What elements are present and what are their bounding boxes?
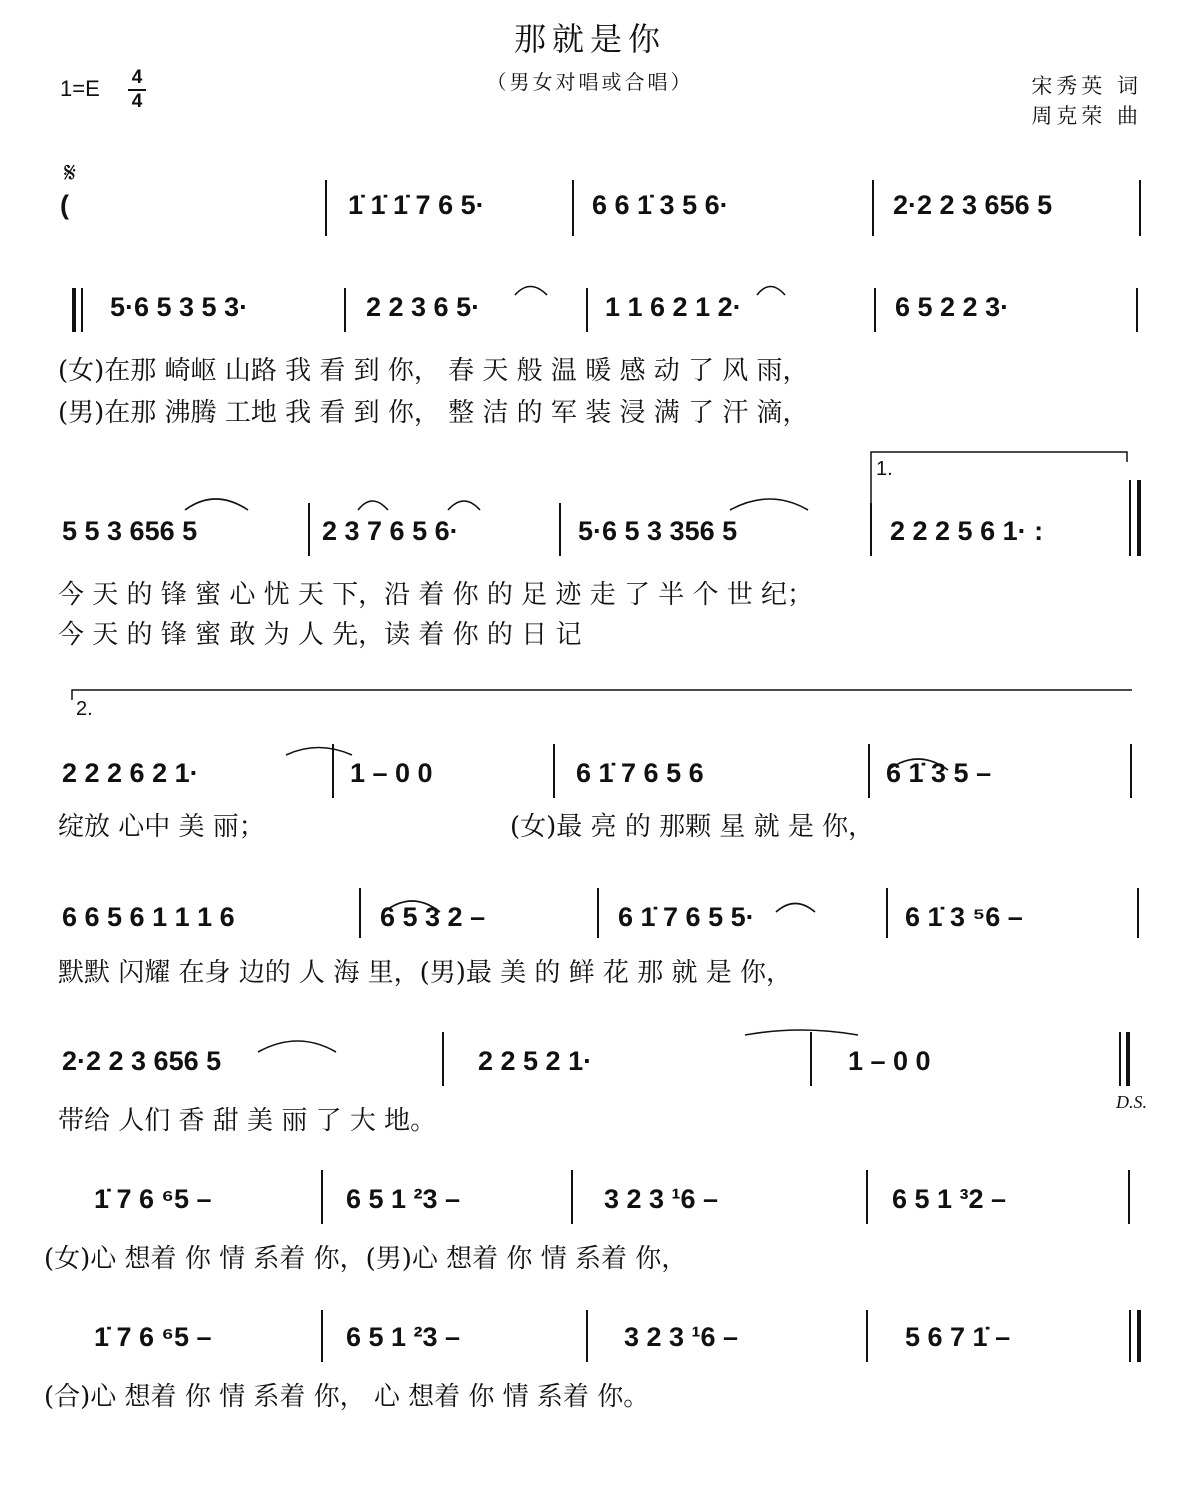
time-signature-bottom: 4	[131, 91, 143, 112]
chorus-notes-measure-2: 1 – 0 0	[350, 758, 433, 788]
verse-notes-measure-2: 2 2 3 6 5·	[366, 292, 481, 322]
chorus-notes-measure-3: 6 1̇ 7 6 5 6	[576, 758, 704, 788]
verse-notes-measure-7: 5·6 5 3 356 5	[578, 516, 738, 546]
coda-notes-measure-5: 1̇ 7 6 ⁶5 –	[94, 1322, 212, 1352]
coda-notes-measure-8: 5 6 7 1̇ –	[905, 1322, 1011, 1352]
chorus-notes-measure-9: 2·2 2 3 656 5	[62, 1046, 222, 1076]
lyrics-female-verse-1: (女)在那 崎岖 山路 我 看 到 你， 春 天 般 温 暖 感 动 了 风 雨，	[58, 356, 809, 386]
lyrics-verse-2-line-1: 今 天 的 锋 蜜 心 忧 天 下，沿 着 你 的 足 迹 走 了 半 个 世 纪；	[58, 580, 814, 610]
song-subtitle: （男女对唱或合唱）	[486, 70, 694, 94]
segno-sign: 𝄋	[64, 156, 77, 189]
lyrics-chorus-female: (女)最 亮 的 那颗 星 就 是 你，	[510, 812, 875, 842]
coda-notes-measure-6: 6 5 1 ²3 –	[346, 1322, 461, 1352]
intro-notes-measure-3: 6 6 1̇ 3 5 6·	[592, 190, 729, 220]
dal-segno-mark: D.S.	[1116, 1092, 1147, 1112]
lyrics-chorus-line-3: 带给 人们 香 甜 美 丽 了 大 地。	[58, 1106, 437, 1136]
lyrics-chorus-line-2: 默默 闪耀 在身 边的 人 海 里，(男)最 美 的 鲜 花 那 就 是 你，	[58, 958, 792, 988]
key-signature: 1=E	[60, 76, 100, 101]
verse-notes-measure-3: 1 1 6 2 1 2·	[605, 292, 742, 322]
lyrics-male-verse-1: (男)在那 沸腾 工地 我 看 到 你， 整 洁 的 军 装 浸 满 了 汗 滴，	[58, 398, 809, 428]
first-ending-label: 1.	[876, 458, 893, 480]
coda-notes-measure-3: 3 2 3 ¹6 –	[604, 1184, 719, 1214]
intro-notes-measure-2: 1̇ 1̇ 1̇ 7 6 5·	[348, 190, 485, 220]
chorus-notes-measure-5: 6 6 5 6 1 1 1 6	[62, 902, 235, 932]
coda-notes-measure-2: 6 5 1 ²3 –	[346, 1184, 461, 1214]
second-ending-label: 2.	[76, 698, 93, 720]
lyrics-verse-2-line-2: 今 天 的 锋 蜜 敢 为 人 先，读 着 你 的 日 记	[58, 620, 582, 650]
chorus-notes-measure-10: 2 2 5 2 1·	[478, 1046, 593, 1076]
song-title: 那就是你	[513, 20, 666, 58]
intro-notes-measure-1: (	[60, 190, 69, 220]
chorus-notes-measure-7: 6 1̇ 7 6 5 5·	[618, 902, 755, 932]
verse-notes-measure-8: 2 2 2 5 6 1· :	[890, 516, 1044, 546]
intro-notes-measure-4: 2·2 2 3 656 5	[893, 190, 1053, 220]
lyrics-coda-line-1: (女)心 想着 你 情 系着 你，(男)心 想着 你 情 系着 你，	[44, 1244, 688, 1274]
chorus-notes-measure-8: 6 1̇ 3 ⁵6 –	[905, 902, 1023, 932]
verse-notes-measure-1: 5·6 5 3 5 3·	[110, 292, 249, 322]
composer-credit: 周克荣 曲	[1031, 104, 1142, 128]
verse-notes-measure-6: 2 3 7 6 5 6·	[322, 516, 459, 546]
lyrics-coda-line-2: (合)心 想着 你 情 系着 你， 心 想着 你 情 系着 你。	[44, 1382, 650, 1412]
lyrics-chorus-ending: 绽放 心中 美 丽；	[58, 812, 265, 842]
time-signature-top: 4	[131, 67, 143, 88]
verse-notes-measure-4: 6 5 2 2 3·	[895, 292, 1010, 322]
coda-notes-measure-4: 6 5 1 ³2 –	[892, 1184, 1007, 1214]
verse-notes-measure-5: 5 5 3 656 5	[62, 516, 198, 546]
lyricist-credit: 宋秀英 词	[1031, 74, 1142, 98]
chorus-notes-measure-6: 6 5 3 2 –	[380, 902, 486, 932]
chorus-notes-measure-4: 6 1̇ 3 5 –	[886, 758, 992, 788]
coda-notes-measure-1: 1̇ 7 6 ⁶5 –	[94, 1184, 212, 1214]
chorus-notes-measure-11: 1 – 0 0	[848, 1046, 931, 1076]
chorus-notes-measure-1: 2 2 2 6 2 1·	[62, 758, 199, 788]
coda-notes-measure-7: 3 2 3 ¹6 –	[624, 1322, 739, 1352]
